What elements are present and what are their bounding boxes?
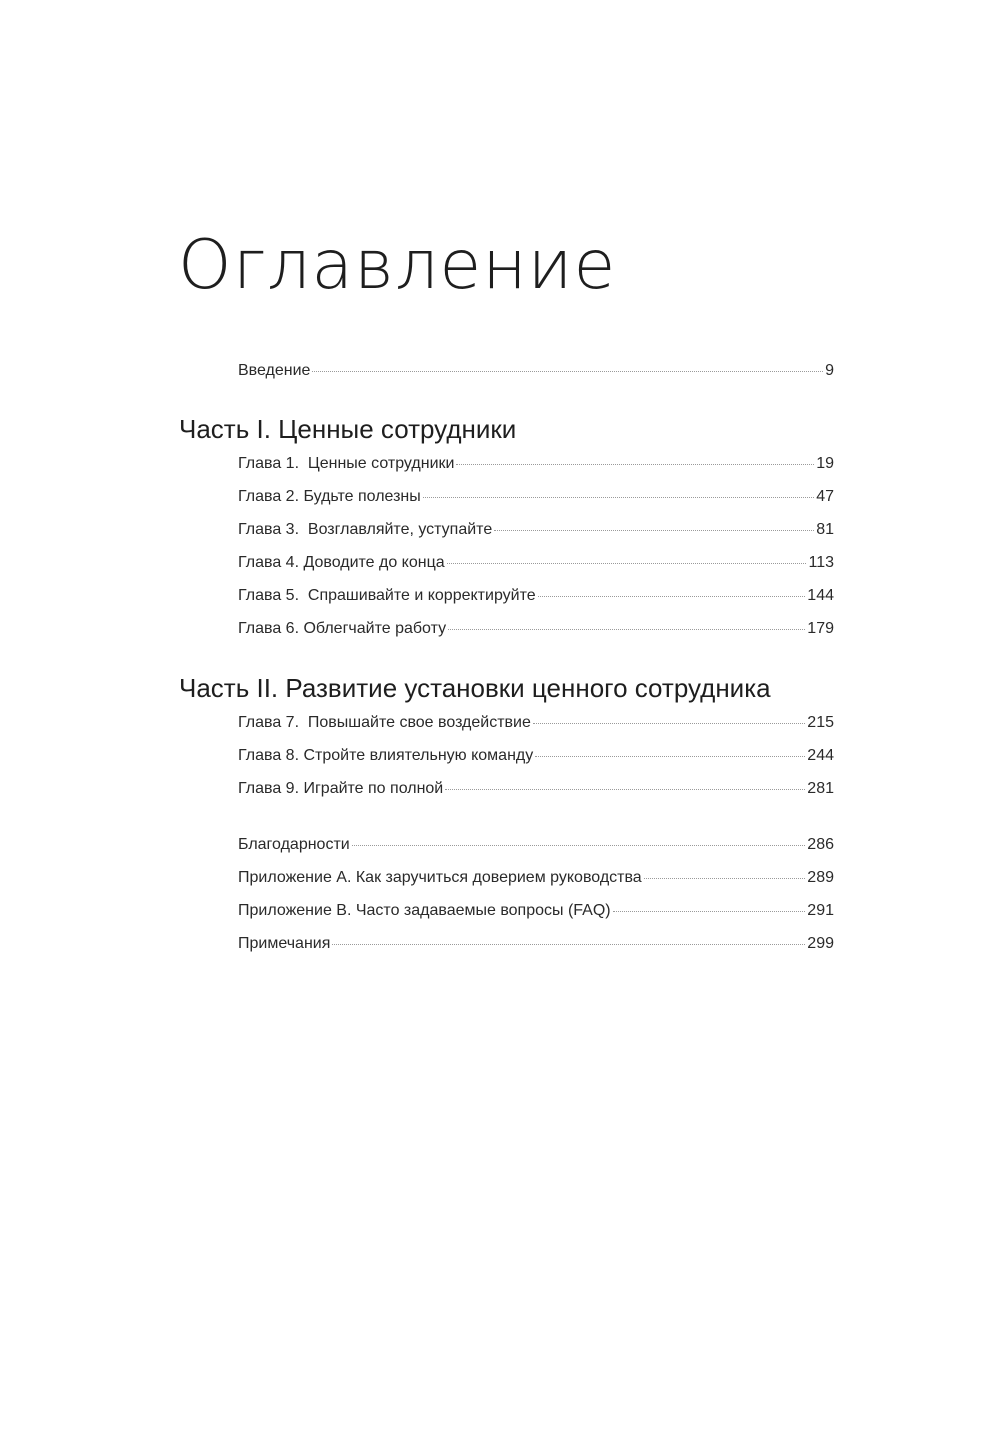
dot-leader <box>447 563 807 564</box>
toc-entry-page: 286 <box>807 836 834 853</box>
toc-entry-label: Приложение B. Часто задаваемые вопросы (FAQ) <box>238 902 611 919</box>
toc-entry-page: 281 <box>807 780 834 797</box>
toc-entry-page: 179 <box>807 620 834 637</box>
dot-leader <box>332 944 805 945</box>
toc-entry-chapter-9[interactable] <box>238 780 834 804</box>
toc-entry-page: 215 <box>807 714 834 731</box>
toc-entry-page: 144 <box>807 587 834 604</box>
toc-entry-page: 19 <box>816 455 834 472</box>
toc-entry-label: Глава 6. Облегчайте работу <box>238 620 447 637</box>
toc-entry-page: 289 <box>807 869 834 886</box>
dot-leader <box>533 723 805 724</box>
toc-entry-label: Глава 9. Играйте по полной <box>238 780 444 797</box>
part-heading: Часть I. Ценные сотрудники <box>179 414 517 444</box>
dot-leader <box>613 911 806 912</box>
dot-leader <box>445 789 805 790</box>
toc-entry-page: 244 <box>807 747 834 764</box>
toc-entry-chapter-5[interactable] <box>238 587 834 611</box>
toc-entry-chapter-3[interactable] <box>238 521 834 545</box>
dot-leader <box>448 629 805 630</box>
toc-entry-label: Глава 1. Ценные сотрудники <box>238 455 455 472</box>
toc-entry-notes[interactable] <box>238 935 834 959</box>
toc-entry-appendix-a[interactable] <box>238 869 834 893</box>
toc-entry-page: 291 <box>807 902 834 919</box>
dot-leader <box>494 530 814 531</box>
toc-entry-chapter-6[interactable] <box>238 620 834 644</box>
toc-entry-acknowledgements[interactable] <box>238 836 834 860</box>
dot-leader <box>644 878 806 879</box>
toc-entry-label: Благодарности <box>238 836 350 853</box>
dot-leader <box>456 464 814 465</box>
toc-entry-chapter-1[interactable] <box>238 455 834 479</box>
dot-leader <box>535 756 805 757</box>
toc-entry-page: 9 <box>825 362 834 379</box>
toc-entry-page: 299 <box>807 935 834 952</box>
toc-entry-label: Введение <box>238 362 311 379</box>
toc-entry-chapter-8[interactable] <box>238 747 834 771</box>
toc-entry-label: Приложение А. Как заручиться доверием руководства <box>238 869 642 886</box>
toc-entry-label: Глава 8. Стройте влиятельную команду <box>238 747 534 764</box>
toc-entry-label: Глава 3. Возглавляйте, уступайте <box>238 521 493 538</box>
toc-entry-label: Глава 5. Спрашивайте и корректируйте <box>238 587 536 604</box>
toc-entry-label: Примечания <box>238 935 331 952</box>
toc-entry-intro[interactable] <box>238 362 834 386</box>
part-heading: Часть II. Развитие установки ценного сотрудника <box>179 673 771 703</box>
toc-entry-page: 113 <box>808 554 834 571</box>
toc-entry-label: Глава 4. Доводите до конца <box>238 554 445 571</box>
dot-leader <box>423 497 814 498</box>
toc-entry-page: 47 <box>816 488 834 505</box>
dot-leader <box>352 845 806 846</box>
toc-entry-label: Глава 7. Повышайте свое воздействие <box>238 714 531 731</box>
toc-entry-chapter-4[interactable] <box>238 554 834 578</box>
toc-entry-chapter-7[interactable] <box>238 714 834 738</box>
toc-entry-label: Глава 2. Будьте полезны <box>238 488 421 505</box>
page-title: Оглавление <box>178 226 617 305</box>
toc-entry-appendix-b[interactable] <box>238 902 834 926</box>
dot-leader <box>538 596 806 597</box>
toc-entry-page: 81 <box>816 521 834 538</box>
dot-leader <box>312 371 823 372</box>
toc-entry-chapter-2[interactable] <box>238 488 834 512</box>
